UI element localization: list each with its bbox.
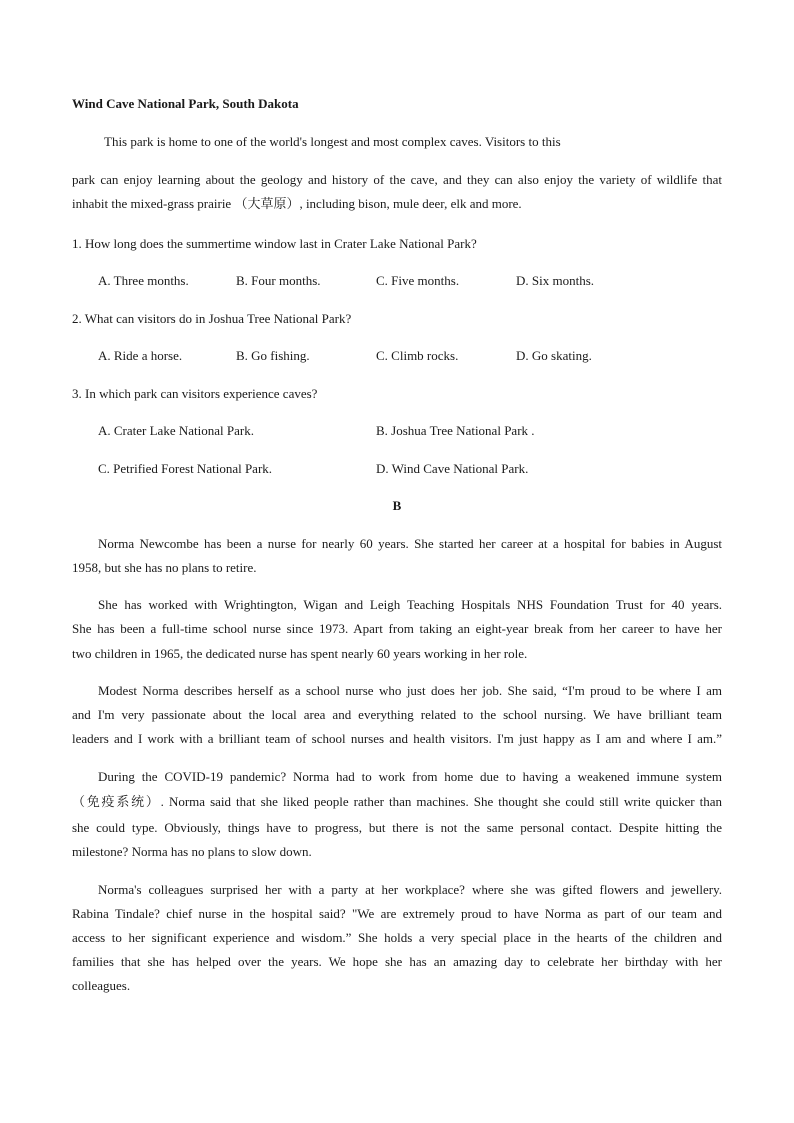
- paragraph-line: She has worked with Wrightington, Wigan and Leigh Teaching Hospitals NHS Foundation Trust for 40 years.: [98, 597, 722, 612]
- option-a[interactable]: A. Three months.: [98, 273, 189, 288]
- question-stem: 1. How long does the summertime window last in Crater Lake National Park?: [72, 236, 477, 251]
- option-d[interactable]: D. Go skating.: [516, 348, 592, 363]
- section-heading-wind-cave: Wind Cave National Park, South Dakota: [72, 96, 299, 111]
- paragraph-line: Rabina Tindale? chief nurse in the hospital said? "We are extremely proud to have Norma as part of our team and: [72, 906, 722, 921]
- paragraph-line: Norma Newcombe has been a nurse for nearly 60 years. She started her career at a hospital for babies in August: [98, 536, 722, 551]
- section-heading-b: B: [392, 498, 402, 513]
- paragraph-line: She has been a full-time school nurse since 1973. Apart from taking an eight-year break from her career to have her: [72, 621, 722, 636]
- paragraph-line: and I'm very passionate about the local area and everything related to the school nursing. We have brilliant team: [72, 707, 722, 722]
- question-stem: 3. In which park can visitors experience caves?: [72, 386, 318, 401]
- paragraph-line: colleagues.: [72, 978, 131, 993]
- paragraph-line: （免疫系统）. Norma said that she liked people rather than machines. She thought she could still write quicker than: [72, 794, 722, 809]
- option-c[interactable]: C. Petrified Forest National Park.: [98, 461, 273, 476]
- paragraph-line: she could type. Obviously, things have to progress, but there is not the same personal contact. Despite hitting the: [72, 820, 722, 835]
- paragraph-line: leaders and I work with a brilliant team of school nurses and health visitors. I'm just happy as I am and where I am.”: [72, 731, 722, 746]
- option-a[interactable]: A. Crater Lake National Park.: [98, 423, 254, 438]
- paragraph-line: milestone? Norma has no plans to slow down.: [72, 844, 312, 859]
- paragraph-line: 1958, but she has no plans to retire.: [72, 560, 257, 575]
- option-c[interactable]: C. Five months.: [376, 273, 460, 288]
- option-b[interactable]: B. Go fishing.: [236, 348, 310, 363]
- paragraph-line: park can enjoy learning about the geology and history of the cave, and they can also enjoy the variety of wildlife that: [72, 172, 722, 187]
- paragraph-line: inhabit the mixed-grass prairie （大草原）, including bison, mule deer, elk and more.: [72, 196, 522, 211]
- option-d[interactable]: D. Wind Cave National Park.: [376, 461, 529, 476]
- paragraph-line: access to her significant experience and wisdom.” She holds a very special place in the hearts of the children and: [72, 930, 722, 945]
- option-a[interactable]: A. Ride a horse.: [98, 348, 183, 363]
- paragraph-line: families that she has helped over the years. We hope she has an amazing day to celebrate her birthday with her: [72, 954, 722, 969]
- paragraph-line: Norma's colleagues surprised her with a party at her workplace? where she was gifted flowers and jewellery.: [98, 882, 722, 897]
- paragraph-line: During the COVID-19 pandemic? Norma had to work from home due to having a weakened immune system: [98, 769, 722, 784]
- paragraph-line: two children in 1965, the dedicated nurse has spent nearly 60 years working in her role.: [72, 646, 528, 661]
- option-d[interactable]: D. Six months.: [516, 273, 595, 288]
- option-b[interactable]: B. Joshua Tree National Park .: [376, 423, 535, 438]
- option-b[interactable]: B. Four months.: [236, 273, 321, 288]
- paragraph-line: Modest Norma describes herself as a school nurse who just does her job. She said, “I'm proud to be where I am: [98, 683, 722, 698]
- paragraph-line: This park is home to one of the world's longest and most complex caves. Visitors to this: [104, 134, 561, 149]
- option-c[interactable]: C. Climb rocks.: [376, 348, 459, 363]
- question-stem: 2. What can visitors do in Joshua Tree National Park?: [72, 311, 352, 326]
